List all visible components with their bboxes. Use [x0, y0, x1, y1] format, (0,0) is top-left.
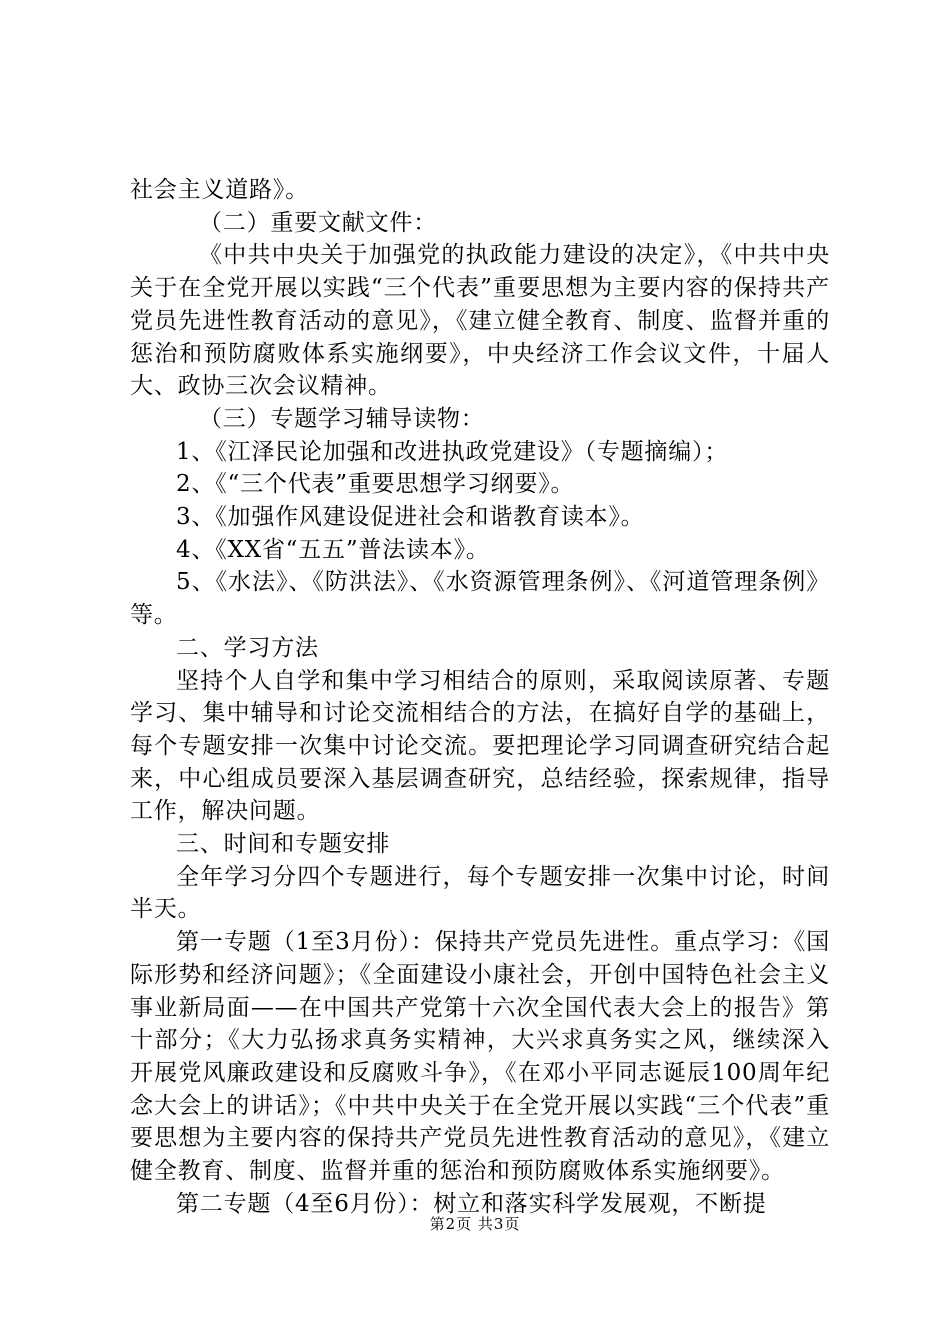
paragraph-topic-2: 第二专题（4至6月份）：树立和落实科学发展观，不断提 — [176, 1190, 767, 1217]
reading-item-5: 5、《水法》、《防洪法》、《水资源管理条例》、《河道管理条例》等。 — [130, 569, 830, 629]
paragraph-continuation: 社会主义道路》。 — [130, 177, 309, 203]
page-number-footer: 第2页 共3页 — [429, 1215, 521, 1233]
paragraph-topic-1: 第一专题（1至3月份）：保持共产党员先进性。重点学习：《国际形势和经济问题》；《全面建设小康社会，开创中国特色社会主义事业新局面——在中国共产党第十六次全国代表大会上的报告》第十部分；《大力弘扬求真务实精神，大兴求真务实之风，继续深入开展党风廉政建设和反腐败斗争》，《在邓小平同志诞辰100周年纪念大会上的讲话》；《中共中央关于在全党开展以实践“三个代表”重要思想为主要内容的保持共产党员先进性教育活动的意见》，《建立健全教育、制度、监督并重的惩治和预防腐败体系实施纲要》。 — [130, 929, 830, 1185]
section-heading-schedule: 三、时间和专题安排 — [176, 831, 391, 858]
section-heading-methods: 二、学习方法 — [176, 634, 319, 661]
paragraph-methods: 坚持个人自学和集中学习相结合的原则，采取阅读原著、专题学习、集中辅导和讨论交流相结合的方法，在搞好自学的基础上，每个专题安排一次集中讨论交流。要把理论学习同调查研究结合起来，中心组成员要深入基层调查研究，总结经验，探索规律，指导工作，解决问题。 — [130, 667, 830, 825]
reading-item-4: 4、《XX省“五五”普法读本》。 — [176, 536, 490, 563]
reading-item-1: 1、《江泽民论加强和改进执政党建设》（专题摘编）； — [176, 438, 729, 465]
paragraph-documents-list: 《中共中央关于加强党的执政能力建设的决定》，《中共中央关于在全党开展以实践“三个代表”重要思想为主要内容的保持共产党员先进性教育活动的意见》，《建立健全教育、制度、监督并重的惩治和预防腐败体系实施纲要》，中央经济工作会议文件，十届人大、政协三次会议精神。 — [130, 242, 830, 400]
subheading-readings: （三）专题学习辅导读物： — [199, 405, 485, 432]
paragraph-schedule-intro: 全年学习分四个专题进行，每个专题安排一次集中讨论，时间半天。 — [130, 863, 830, 923]
reading-item-2: 2、《“三个代表”重要思想学习纲要》。 — [176, 471, 575, 498]
subheading-documents: （二）重要文献文件： — [199, 209, 437, 236]
document-body — [130, 174, 830, 1221]
reading-item-3: 3、《加强作风建设促进社会和谐教育读本》。 — [176, 504, 645, 531]
